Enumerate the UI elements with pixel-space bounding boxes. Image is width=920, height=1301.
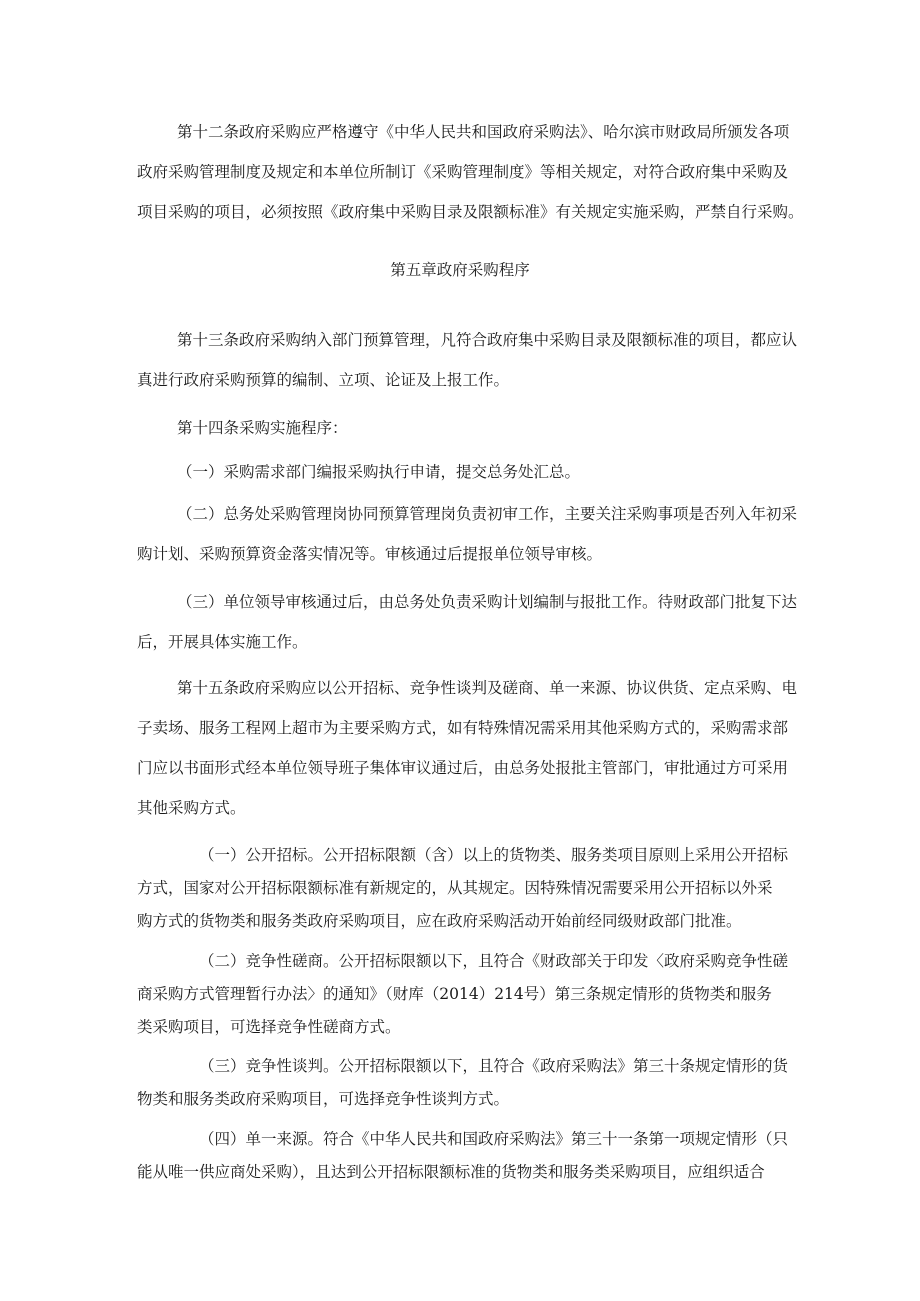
article-15-item-4-line-1: （四）单一来源。符合《中华人民共和国政府采购法》第三十一条第一项规定情形（只 — [199, 1130, 789, 1148]
article-15-item-4 — [137, 1123, 789, 1189]
article-15-item-2-line-3: 类采购项目，可选择竞争性磋商方式。 — [137, 1018, 401, 1036]
article-12-line-1: 第十二条政府采购应严格遵守《中华人民共和国政府采购法》、哈尔滨市财政局所颁发各项 — [177, 123, 790, 141]
chapter-5-title: 第五章政府采购程序 — [390, 261, 530, 279]
article-15-line-2: 子卖场、服务工程网上超市为主要采购方式，如有特殊情况需采用其他采购方式的，采购需求部 — [137, 719, 789, 737]
article-15-item-1-line-2: 方式，国家对公开招标限额标准有新规定的，从其规定。因特殊情况需要采用公开招标以外采 — [137, 879, 773, 897]
article-14-title-text: 第十四条采购实施程序： — [177, 419, 348, 437]
article-12-line-3: 项目采购的项目，必须按照《政府集中采购目录及限额标准》有关规定实施采购，严禁自行采购。 — [137, 203, 804, 221]
article-15-item-4-line-2: 能从唯一供应商处采购），且达到公开招标限额标准的货物类和服务类采购项目，应组织适合 — [137, 1163, 765, 1181]
article-14-item-2-line-2: 购计划、采购预算资金落实情况等。审核通过后提报单位领导审核。 — [137, 545, 603, 563]
article-14-item-1-text: （一）采购需求部门编报采购执行申请，提交总务处汇总。 — [177, 463, 581, 481]
article-13 — [137, 320, 798, 400]
article-14-item-3-line-2: 后，开展具体实施工作。 — [137, 633, 308, 651]
article-14-item-1 — [137, 452, 789, 492]
article-15-item-1-line-1: （一）公开招标。公开招标限额（含）以上的货物类、服务类项目原则上采用公开招标 — [199, 846, 789, 864]
article-15-line-3: 门应以书面形式经本单位领导班子集体审议通过后，由总务处报批主管部门，审批通过方可采用 — [137, 759, 789, 777]
article-15-item-2 — [137, 945, 789, 1044]
article-15-item-2-line-1: （二）竞争性磋商。公开招标限额以下，且符合《财政部关于印发〈政府采购竞争性磋 — [199, 952, 789, 970]
article-15-item-2-line-2: 商采购方式管理暂行办法〉的通知》（财库（2014）214号）第三条规定情形的货物类和服务 — [137, 985, 772, 1003]
article-15-line-1: 第十五条政府采购应以公开招标、竞争性谈判及磋商、单一来源、协议供货、定点采购、电 — [177, 679, 798, 697]
article-13-line-1: 第十三条政府采购纳入部门预算管理，凡符合政府集中采购目录及限额标准的项目，都应认 — [177, 331, 798, 349]
article-15-item-3-line-1: （三）竞争性谈判。公开招标限额以下，且符合《政府采购法》第三十条规定情形的货 — [199, 1057, 789, 1075]
article-15-line-4: 其他采购方式。 — [137, 799, 246, 817]
article-15-item-3 — [137, 1050, 789, 1116]
article-12 — [137, 112, 804, 232]
article-14-item-2-line-1: （二）总务处采购管理岗协同预算管理岗负责初审工作，主要关注采购事项是否列入年初采 — [177, 505, 798, 523]
article-14-item-3-line-1: （三）单位领导审核通过后，由总务处负责采购计划编制与报批工作。待财政部门批复下达 — [177, 593, 798, 611]
article-15-item-1 — [137, 839, 789, 938]
article-12-line-2: 政府采购管理制度及规定和本单位所制订《采购管理制度》等相关规定，对符合政府集中采购及 — [137, 163, 789, 181]
article-15 — [137, 668, 798, 828]
article-14-item-2 — [137, 494, 798, 574]
article-15-item-1-line-3: 购方式的货物类和服务类政府采购项目，应在政府采购活动开始前经同级财政部门批准。 — [137, 912, 742, 930]
article-14-title — [137, 408, 789, 448]
article-14-item-3 — [137, 582, 798, 662]
article-13-line-2: 真进行政府采购预算的编制、立项、论证及上报工作。 — [137, 371, 510, 389]
article-15-item-3-line-2: 物类和服务类政府采购项目，可选择竞争性谈判方式。 — [137, 1090, 510, 1108]
